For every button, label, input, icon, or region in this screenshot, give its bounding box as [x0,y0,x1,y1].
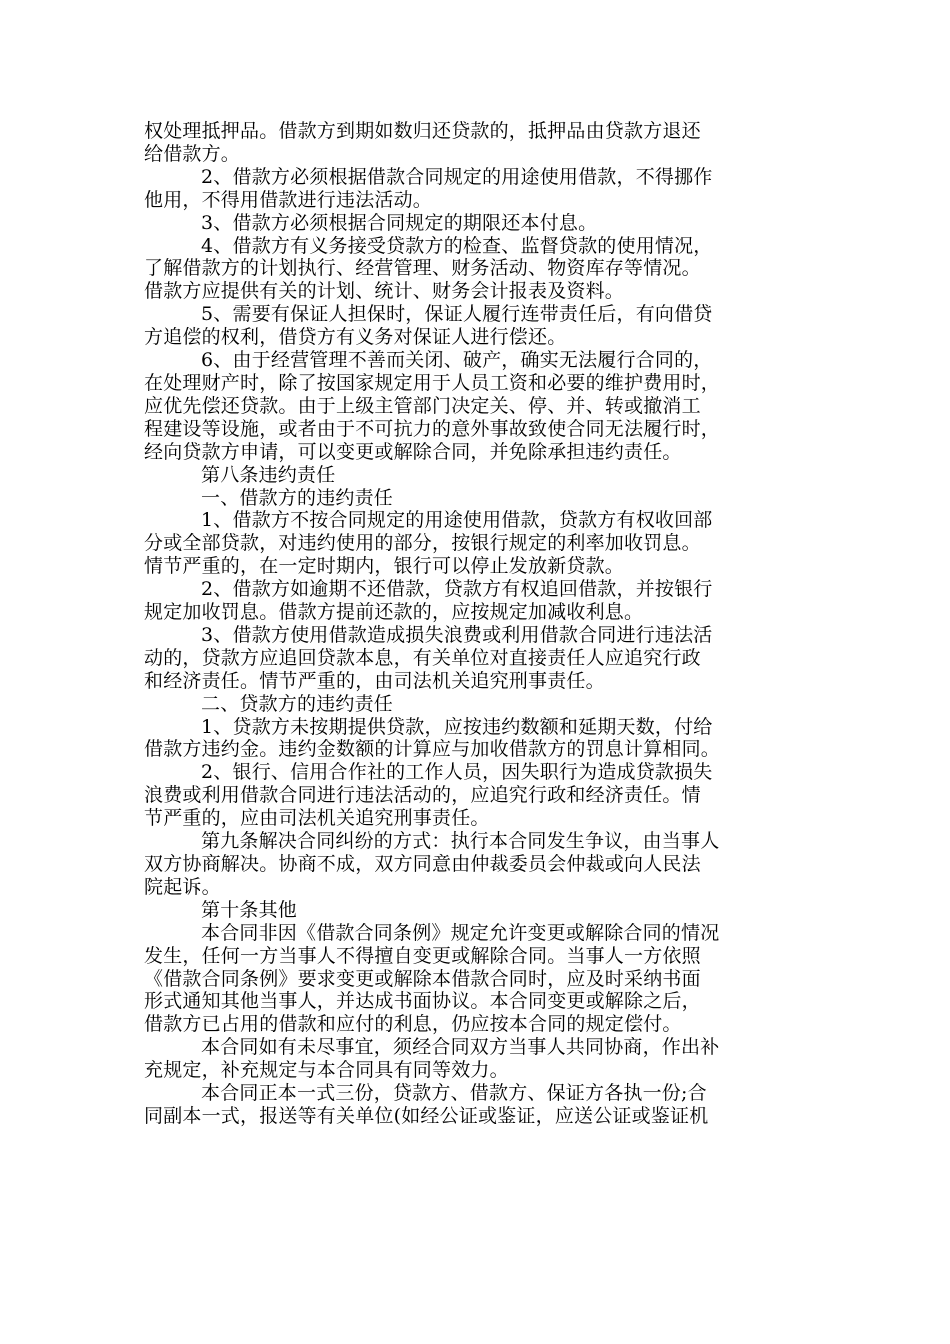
paragraph: 2、银行、信用合作社的工作人员，因失职行为造成贷款损失 浪费或利用借款合同进行违法活动的，应追究行政和经济责任。情 节严重的，应由司法机关追究刑事责任。 [144,761,713,830]
paragraph: 4、借款方有义务接受贷款方的检查、监督贷款的使用情况， 了解借款方的计划执行、经营管理、财务活动、物资库存等情况。 借款方应提供有关的计划、统计、财务会计报表及资料。 [144,234,713,303]
paragraph: 本合同非因《借款合同条例》规定允许变更或解除合同的情况 发生，任何一方当事人不得擅自变更或解除合同。当事人一方依照 《借款合同条例》要求变更或解除本借款合同时，应及时采纳书面 形式通知其他当事人，并达成书面协议。本合同变更或解除之后， 借款方已占用的借款和应付的利息，仍应按本合同的规定偿付。 [144,921,720,1036]
paragraph: 第十条其他 [201,898,298,921]
paragraph: 一、借款方的违约责任 [201,486,394,509]
paragraph: 第九条解决合同纠纷的方式：执行本合同发生争议，由当事人 双方协商解决。协商不成，双方同意由仲裁委员会仲裁或向人民法 院起诉。 [144,830,720,898]
paragraph: 2、借款方如逾期不还借款，贷款方有权追回借款，并按银行 规定加收罚息。借款方提前还款的，应按规定加减收利息。 [144,578,713,624]
paragraph: 5、需要有保证人担保时，保证人履行连带责任后，有向借贷 方追偿的权利，借贷方有义务对保证人进行偿还。 [144,303,713,349]
paragraph: 1、借款方不按合同规定的用途使用借款，贷款方有权收回部 分或全部贷款，对违约使用的部分，按银行规定的利率加收罚息。 情节严重的，在一定时期内，银行可以停止发放新贷款。 [144,509,713,578]
paragraph: 3、借款方必须根据合同规定的期限还本付息。 [201,211,598,234]
paragraph: 权处理抵押品。借款方到期如数归还贷款的，抵押品由贷款方退还 给借款方。 [144,120,701,165]
paragraph: 本合同正本一式三份，贷款方、借款方、保证方各执一份;合 同副本一式，报送等有关单位(如经公证或鉴证，应送公证或鉴证机 [144,1082,709,1127]
document-body [144,120,824,1128]
paragraph: 第八条违约责任 [201,463,336,486]
paragraph: 3、借款方使用借款造成损失浪费或利用借款合同进行违法活 动的，贷款方应追回贷款本息，有关单位对直接责任人应追究行政 和经济责任。情节严重的，由司法机关追究刑事责任。 [144,623,713,692]
paragraph: 1、贷款方未按期提供贷款，应按违约数额和延期天数，付给 借款方违约金。违约金数额的计算应与加收借款方的罚息计算相同。 [144,715,721,761]
paragraph: 6、由于经营管理不善而关闭、破产，确实无法履行合同的， 在处理财产时，除了按国家规定用于人员工资和必要的维护费用时， 应优先偿还贷款。由于上级主管部门决定关、停、并、转或撤消工 程建设等设施，或者由于不可抗力的意外事故致使合同无法履行时， 经向贷款方申请，可以变更或解除合同，并免除承担违约责任。 [144,349,721,463]
paragraph: 二、贷款方的违约责任 [201,692,394,715]
paragraph: 2、借款方必须根据借款合同规定的用途使用借款，不得挪作 他用，不得用借款进行违法活动。 [144,165,713,211]
paragraph: 本合同如有未尽事宜，须经合同双方当事人共同协商，作出补 充规定，补充规定与本合同具有同等效力。 [144,1036,720,1082]
